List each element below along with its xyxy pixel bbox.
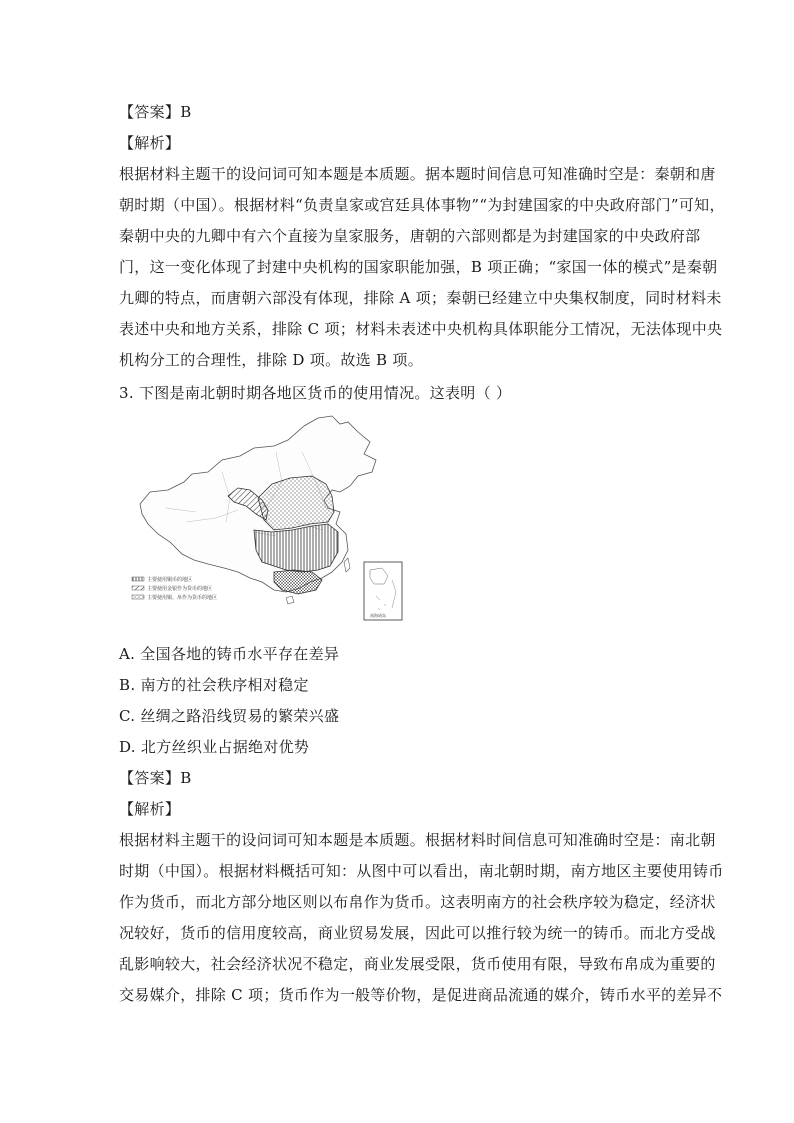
analysis-line: 根据材料主题干的设问词可知本题是本质题。根据材料时间信息可知准确时空是：南北朝: [119, 831, 716, 849]
analysis-line: 作为货币，而北方部分地区则以布帛作为货币。这表明南方的社会秩序较为稳定，经济状: [119, 893, 716, 911]
analysis-line: 九卿的特点，而唐朝六部没有体现，排除 A 项；秦朝已经建立中央集权制度，同时材料未: [119, 289, 722, 307]
analysis-line: 乱影响较大，社会经济状况不稳定，商业发展受限，货币使用有限，导致布帛成为重要的: [119, 955, 716, 973]
inset-label: 南海诸岛: [370, 613, 386, 618]
map-legend: [132, 576, 217, 601]
analysis-line: 交易媒介，排除 C 项；货币作为一般等价物，是促进商品流通的媒介，铸币水平的差异不: [119, 986, 723, 1004]
analysis-line: 根据材料主题干的设问词可知本题是本质题。据本题时间信息可知准确时空是：秦朝和唐: [119, 165, 716, 183]
currency-map-figure: [126, 412, 416, 624]
option-b: B. 南方的社会秩序相对稳定: [119, 676, 309, 694]
option-a: A. 全国各地的铸币水平存在差异: [119, 645, 340, 663]
legend-item: 主要使用金银作为货币的地区: [147, 586, 213, 592]
answer-label: 【答案】B: [119, 103, 192, 121]
analysis-line: 况较好，货币的信用度较高，商业贸易发展，因此可以推行较为统一的铸币。而北方受战: [119, 924, 716, 942]
analysis-line: 表述中央和地方关系，排除 C 项；材料未表述中央机构具体职能分工情况，无法体现中央: [119, 320, 723, 338]
answer-label: 【答案】B: [119, 769, 192, 787]
legend-item: 主要使用铜、帛作为货币的地区: [147, 595, 218, 601]
option-c: C. 丝绸之路沿线贸易的繁荣兴盛: [119, 707, 340, 725]
analysis-line: 时期（中国）。根据材料概括可知：从图中可以看出，南北朝时期，南方地区主要使用铸币: [119, 862, 724, 880]
analysis-line: 朝时期（中国）。根据材料“负责皇家或宫廷具体事物”“为封建国家的中央政府部门”可知，: [119, 196, 725, 214]
analysis-heading: 【解析】: [119, 800, 181, 818]
analysis-line: 门，这一变化体现了封建中央机构的国家职能加强，B 项正确；“家国一体的模式”是秦朝: [119, 258, 718, 276]
south-sea-inset: [364, 562, 402, 620]
question-stem: 3. 下图是南北朝时期各地区货币的使用情况。这表明（ ）: [119, 384, 512, 402]
option-d: D. 北方丝织业占据绝对优势: [119, 738, 310, 756]
analysis-line: 秦朝中央的九卿中有六个直接为皇家服务，唐朝的六部则都是为封建国家的中央政府部: [119, 227, 701, 245]
legend-item: 主要使用铜币的地区: [147, 577, 193, 583]
analysis-heading: 【解析】: [119, 134, 181, 152]
analysis-line: 机构分工的合理性，排除 D 项。故选 B 项。: [119, 351, 424, 369]
